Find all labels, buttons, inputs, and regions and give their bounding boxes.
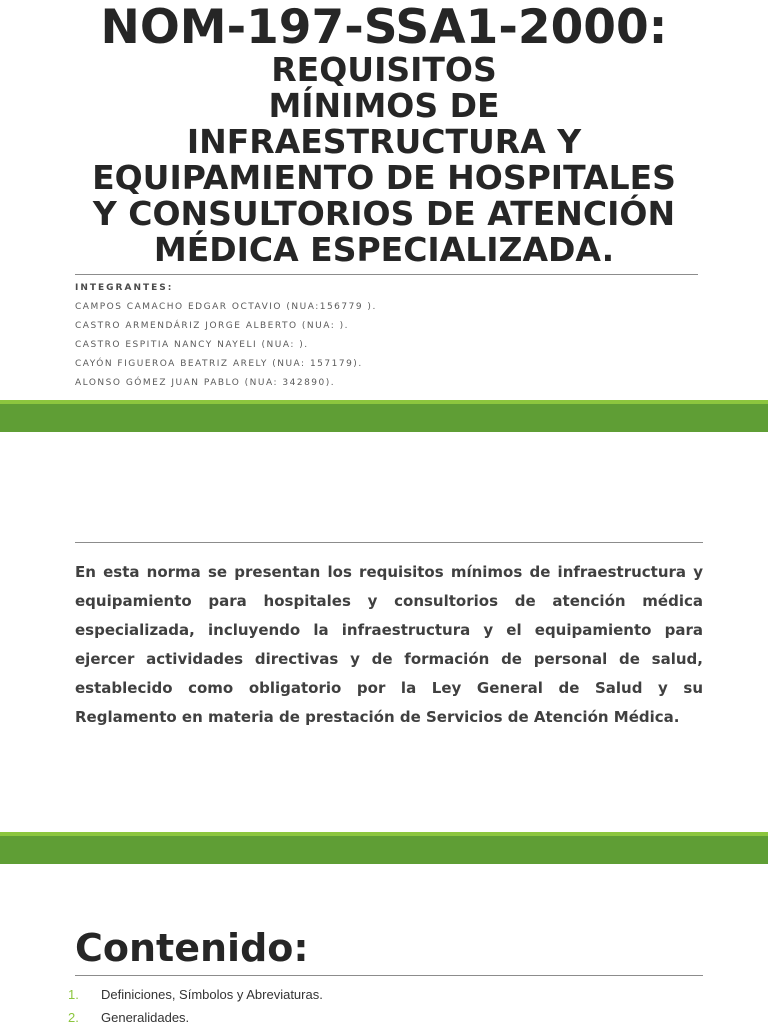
member-item: ALONSO GÓMEZ JUAN PABLO (NUA: 342890). bbox=[75, 378, 336, 388]
divider bbox=[75, 274, 698, 275]
subtitle-line: INFRAESTRUCTURA Y bbox=[186, 122, 582, 161]
member-item: CASTRO ARMENDÁRIZ JORGE ALBERTO (NUA: ). bbox=[75, 321, 349, 331]
list-item-label: Generalidades. bbox=[101, 1010, 190, 1024]
slide-title-main: NOM-197-SSA1-2000: bbox=[100, 0, 668, 55]
slide-contents bbox=[0, 864, 768, 1024]
subtitle-line: MÉDICA ESPECIALIZADA. bbox=[153, 230, 615, 269]
slide-description bbox=[0, 432, 768, 832]
contents-heading: Contenido: bbox=[75, 926, 309, 970]
list-item bbox=[68, 983, 708, 1006]
slide-title-subtitle bbox=[60, 52, 708, 268]
member-item: CAYÓN FIGUEROA BEATRIZ ARELY (NUA: 157179). bbox=[75, 359, 363, 369]
slide-title bbox=[0, 0, 768, 400]
subtitle-line: Y CONSULTORIOS DE ATENCIÓN bbox=[92, 194, 676, 233]
slide-separator-band bbox=[0, 400, 768, 432]
members-list bbox=[75, 282, 695, 396]
members-heading: INTEGRANTES: bbox=[75, 283, 174, 293]
list-item bbox=[68, 1006, 708, 1024]
list-item-number: 2. bbox=[68, 1010, 79, 1024]
description-paragraph: En esta norma se presentan los requisitos mínimos de infraestructura y equipamiento para hospitales y consultorios de atención médica especializada, incluyendo la infraestructura y el equipamiento para ejercer actividades directivas y de formación de personal de salud, establecido como obligatorio por la Ley General de Salud y su Reglamento en materia de prestación de Servicios de Atención Médica. bbox=[75, 563, 703, 726]
divider bbox=[75, 975, 703, 976]
member-item: CASTRO ESPITIA NANCY NAYELI (NUA: ). bbox=[75, 340, 309, 350]
list-item-number: 1. bbox=[68, 987, 79, 1002]
slide-separator-band bbox=[0, 832, 768, 864]
contents-list bbox=[68, 983, 708, 1024]
divider bbox=[75, 542, 703, 543]
list-item-label: Definiciones, Símbolos y Abreviaturas. bbox=[101, 987, 323, 1002]
subtitle-line: REQUISITOS bbox=[271, 50, 497, 89]
subtitle-line: MÍNIMOS DE bbox=[268, 86, 500, 125]
member-item: CAMPOS CAMACHO EDGAR OCTAVIO (NUA:156779 ). bbox=[75, 302, 377, 312]
subtitle-line: EQUIPAMIENTO DE HOSPITALES bbox=[92, 158, 676, 197]
